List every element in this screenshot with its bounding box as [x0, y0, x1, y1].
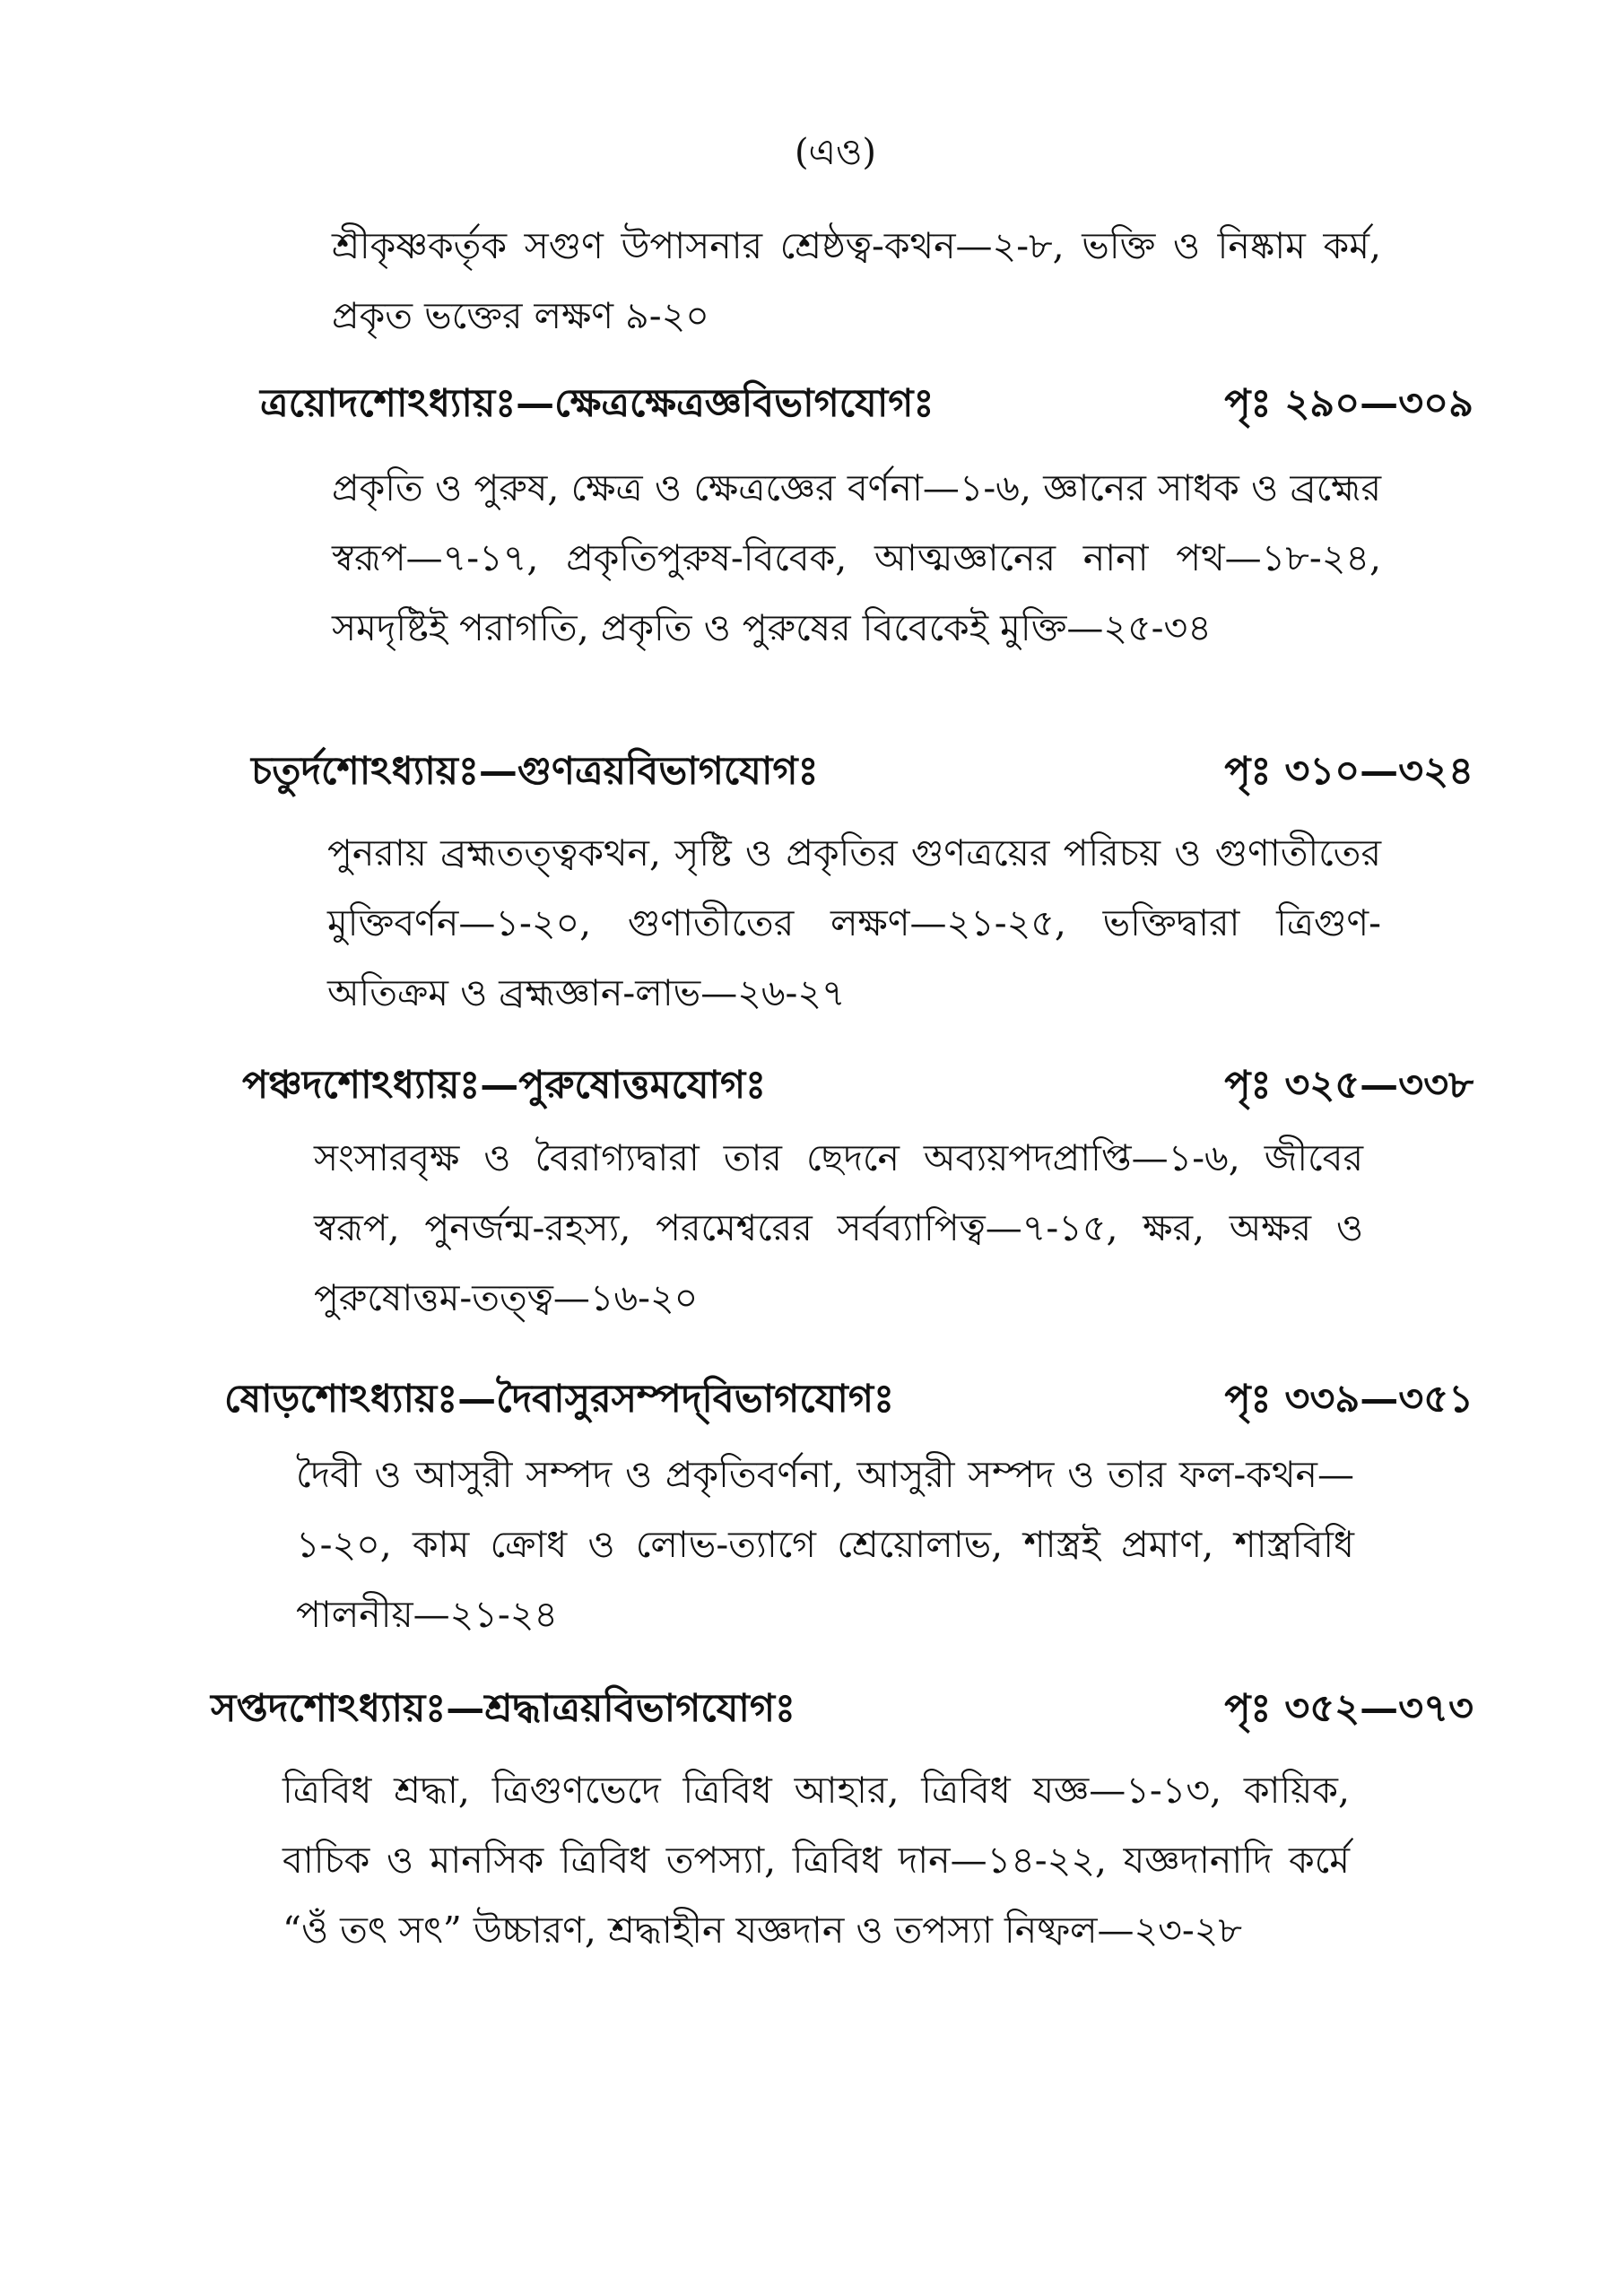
chapter-title: পঞ্চদশোঽধ্যায়ঃ—পুরুষোত্তমযোগঃ — [242, 1063, 767, 1108]
chapter-header — [0, 1363, 1617, 1435]
chapter-description: পুনরায় ব্রহ্মতত্ত্বকথন, সৃষ্টি ও প্রকৃতির গুণত্রয়ের পরিচয় ও গুণাতীতের মুক্তিবর্ণন—১-২০, গুণাতীতের লক্ষণ—২১-২৫, ভক্তিদ্বারা ত্রিগুণ-অতিক্রম ও ব্রহ্মজ্ঞান-লাভ—২৬-২৭ — [327, 831, 1381, 1014]
chapter-description: ত্রিবিধ শ্রদ্ধা, ত্রিগুণভেদে ত্রিবিধ আহার, ত্রিবিধ যজ্ঞ—১-১৩, কায়িক, বাচিক ও মানসিক ত্রিবিধ তপস্যা, ত্রিবিধ দান—১৪-২২, যজ্ঞদানাদি কর্মে “ওঁ তৎ সৎ” উচ্চারণ, শ্রদ্ধাহীন যজ্ঞদান ও তপস্যা নিষ্ফল—২৩-২৮ — [283, 1769, 1350, 1952]
chapter-16 — [0, 1363, 1617, 1636]
chapter-12-continuation: শ্রীকৃষ্ণকর্তৃক সগুণ উপাসনার শ্রেষ্ঠত্ব-কথন—২-৮, ভক্তি ও নিষ্কাম কর্ম, প্রকৃত ভক্তের লক্ষণ ৯-২০ — [332, 224, 1381, 337]
chapter-title: ষোড়শোঽধ্যায়ঃ—দৈবাসুরসম্পদ্‌বিভাগযোগঃ — [224, 1377, 894, 1422]
chapter-page-range: পৃঃ ৩১০—৩২৪ — [1224, 749, 1474, 794]
chapter-header — [0, 368, 1617, 439]
chapter-page-range: পৃঃ ২৯০—৩০৯ — [1224, 381, 1474, 426]
chapter-header — [0, 1049, 1617, 1121]
chapter-14 — [0, 735, 1617, 1014]
chapter-title: চতুর্দশোঽধ্যায়ঃ—গুণত্রয়বিভাগযোগঃ — [251, 749, 819, 794]
chapter-title: ত্রয়োদশোঽধ্যায়ঃ—ক্ষেত্রক্ষেত্রজ্ঞবিভাগযোগঃ — [260, 381, 935, 426]
chapter-17 — [0, 1673, 1617, 1952]
chapter-description: প্রকৃতি ও পুরুষ, ক্ষেত্র ও ক্ষেত্রজ্ঞের বর্ণনা—১-৬, জ্ঞানের সাধক ও ব্রহ্মের স্বরূপ—৭-১৭, প্রকৃতিপুরুষ-বিবেক, আত্মজ্ঞানের নানা পথ—১৮-২৪, সমদৃষ্টিই পরাগতি, প্রকৃতি ও পুরুষের বিবেকেই মুক্তি—২৫-৩৪ — [332, 466, 1381, 649]
chapter-15 — [0, 1049, 1617, 1319]
chapter-description: দৈবী ও আসুরী সম্পদ ও প্রকৃতিবর্ণনা, আসুরী সম্পদ ও তার ফল-কথন—১-২০, কাম ক্রোধ ও লোভ-ত্যাগে শ্রেয়োলাভ, শাস্ত্রই প্রমাণ, শাস্ত্রবিধি পালনীয়—২১-২৪ — [296, 1453, 1354, 1636]
chapter-title: সপ্তদশোঽধ্যায়ঃ—শ্রদ্ধাত্রয়বিভাগযোগঃ — [211, 1686, 795, 1731]
chapter-header — [0, 735, 1617, 807]
chapter-13 — [0, 368, 1617, 649]
chapter-page-range: পৃঃ ৩৩৯—৩৫১ — [1224, 1377, 1474, 1422]
chapter-header — [0, 1673, 1617, 1744]
page-number: (এও) — [794, 132, 877, 173]
chapter-description: সংসারবৃক্ষ ও বৈরাগ্যদ্বারা তার ছেদনে অব্যয়পদপ্রাপ্তি—১-৬, জীবের স্বরূপ, পুনর্জন্ম-রহস্য, পরমেশ্বরের সর্বব্যাপিত্ব—৭-১৫, ক্ষর, অক্ষর ও পুরুষোত্তম-তত্ত্ব—১৬-২০ — [314, 1136, 1363, 1319]
chapter-page-range: পৃঃ ৩২৫—৩৩৮ — [1224, 1063, 1474, 1108]
chapter-page-range: পৃঃ ৩৫২—৩৭৩ — [1224, 1686, 1474, 1731]
